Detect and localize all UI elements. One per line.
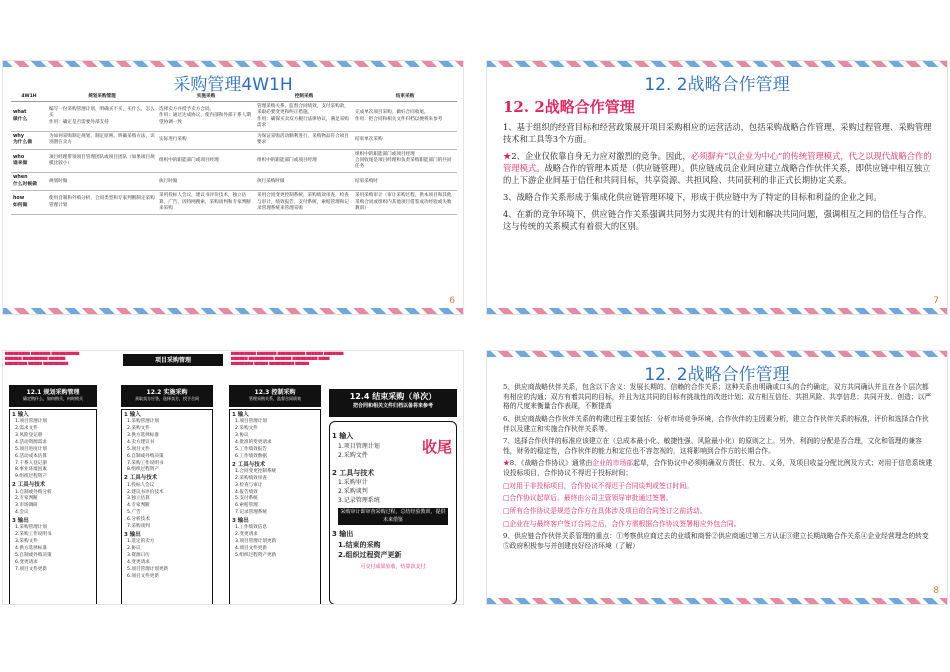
list-item: 4.报告绩效	[235, 489, 258, 495]
list-item: 7.干系人登记册	[15, 460, 47, 466]
section-heading: 3 输出	[332, 530, 354, 538]
table-cell: 使用自制和外购分析，合同类型和专家判断制定采购管理计划	[47, 191, 157, 215]
slide-subtitle: 12. 2战略合作管理	[503, 98, 635, 116]
table-cell: 编写一份采购管理计划，明确买不买，买什么，怎么买 作用：确定是否需要外部支持	[47, 102, 157, 132]
decorative-stripe	[487, 61, 947, 67]
page-number: 7	[933, 296, 939, 306]
table-cell: 采用合同变更控制系统，采购绩效审查，检查与审计，绩效报告，支付系统，索赔管理和记录管理系统来管理采购	[255, 191, 353, 215]
list-item: 3.记录管理系统	[338, 497, 380, 504]
table-cell: 为如何采购制定规划，制定原则。明确采购方法，识别潜在卖方	[47, 131, 157, 149]
list-item: 5.支付系统	[235, 496, 258, 502]
list-item: 5.项目文件	[127, 446, 150, 452]
list-item: 3.独立估算	[127, 496, 150, 502]
list-item: 1.项目管理计划	[338, 442, 380, 450]
text: 2、企业仅依靠自身无力应对激烈的竞争。因此，	[511, 151, 691, 162]
list-item: 8.事业环境因素	[15, 467, 47, 473]
slide-procurement-diagram	[2, 350, 464, 605]
list-item: 3.风险登记册	[15, 433, 43, 439]
text: 。战略合作的管理本质是（供应链管理）。供应链成员企业间应建立战略合作伙伴关系，即供应链中相互独立的上下游企业间基于信任和共同目标，共享资源、共担风险、共同获利的非正式长期协定关系。	[503, 163, 931, 186]
bullet-item: □合作协议起草后，最终由公司主管领导审批通过签署。	[503, 494, 673, 503]
list-item: 7.采购工作说明书	[127, 460, 164, 466]
page-number: 8	[933, 586, 939, 596]
4w1h-table	[11, 93, 457, 215]
list-item: 1.投标人会议	[127, 482, 155, 488]
table-header: 规划采购管理	[47, 93, 157, 102]
row-label: why 为什么做	[11, 131, 47, 149]
list-item: 5.自制或外购决策	[15, 552, 52, 558]
table-row	[11, 149, 457, 173]
paragraph: 7、选择合作伙伴的标准应该建立在（总成本最小化、敏捷性强、风险最小化）的原则之上。另外，利润的分配是否合理，文化和管理的兼容性，财务的稳定性，合作伙伴的能力和定位也不容忽视的，这将影响到合作方的长期合作。	[503, 437, 922, 455]
decorative-stripe	[487, 351, 947, 357]
table-row	[11, 191, 457, 215]
table-header: 控制采购	[255, 93, 353, 102]
list-item: 3.项目管理计划更新	[235, 539, 277, 545]
list-item: 3.资源日历	[127, 552, 150, 558]
table-row	[11, 131, 457, 149]
list-item: 9.组织过程资产	[15, 474, 47, 480]
list-item: 4.变更请求	[127, 559, 150, 565]
section-heading: 1 输入	[124, 412, 141, 418]
slide-strategic-cooperation-1	[486, 60, 948, 315]
table-header: 4W1H	[11, 93, 47, 102]
slide-strategic-cooperation-2	[486, 350, 948, 605]
list-item: 4.项目文件更新	[235, 546, 267, 551]
table-cell: 采用投标人会议，建议书评价技术，独立估算，广告，因特网搜索，采购谈判和专家判断来采购	[157, 191, 255, 215]
paragraph: 3、战略合作关系形成于集成化供应链管理环境下，形成于供应链中为了特定的目标和利益的企业之间。	[503, 192, 882, 203]
table-cell: 组织中的职能部门或项目经理	[157, 149, 255, 173]
section-heading: 3 输出	[124, 531, 141, 538]
page-number: 6	[449, 296, 455, 306]
list-item: 3.供方选择标准	[127, 433, 159, 439]
process-box	[329, 421, 457, 605]
list-item: 4.活动资源需求	[15, 439, 47, 445]
list-item: 3.市场调研	[15, 503, 38, 509]
list-item: 5.广告	[127, 510, 141, 516]
table-header: 实施采购	[157, 93, 255, 102]
list-item: 4.批准的变更请求	[235, 439, 272, 445]
list-item: 2.采购文件	[127, 426, 150, 432]
table-cell: 组织中的职能部门或项目经理	[255, 149, 353, 173]
list-item: 2.采购谈判	[338, 488, 368, 495]
table-cell: 为保证采购活动顺利进行，采购物品符合项目要求	[255, 131, 353, 149]
list-item: 6.索赔管理	[235, 503, 258, 509]
table-cell: 结束采购时	[353, 173, 457, 191]
list-item: 7.记录管理系统	[235, 510, 267, 516]
list-item: 2.采购绩效审查	[235, 475, 267, 481]
list-item: 8.组织过程资产	[127, 467, 159, 473]
table-cell: 管理采购关系，监督合同绩效，支付采购款，采取必要变更和纠正措施。 作用：确保买卖双方履行法律协议，满足采购需求	[255, 102, 353, 132]
list-item: 2.协议	[127, 546, 141, 551]
column-header: 12.2 实施采购 获取卖方应答，选择卖方，授予合同	[121, 385, 213, 407]
table-cell: 规划时做	[47, 173, 157, 191]
slide-title: 12. 2战略合作管理	[644, 365, 790, 385]
list-item: 1.工作绩效信息	[235, 525, 267, 531]
paragraph: 1、基于组织的经营目标和经营政策展开项目采购相应的运营活动，包括采购战略合作管理、采购过程管理、采购管理技术和工具等3个方面。	[503, 122, 932, 145]
row-label: when 什么时候做	[11, 173, 47, 191]
section-heading: 3 输出	[232, 518, 249, 525]
list-item: 2.采购文件	[338, 451, 368, 459]
paragraph	[503, 150, 935, 186]
annotation-notes: ▆▆▆▆▆▆▆▆▆ ▆▆▆▆▆▆▆ ▆▆▆▆▆▆▆▆▆▆ ▆▆▆▆▆▆ ▆▆▆▆▆▆▆ ▆▆▆▆▆▆ ▆▆▆▆▆▆▆▆▆ ▆▆▆▆▆▆ ▆▆▆▆▆▆▆▆▆ ▆▆▆▆ ▆▆▆▆▆▆▆▆ ▆▆▆▆▆ ▆▆▆▆▆▆▆▆▆ ▆▆▆▆▆	[231, 351, 344, 365]
decorative-stripe	[487, 598, 947, 604]
annotation-notes: ▆▆▆▆▆▆▆▆▆ ▆▆▆▆▆▆▆ ▆▆▆▆▆▆▆▆▆▆ ▆▆▆▆▆▆ ▆▆▆▆▆▆▆▆▆ ▆▆▆▆▆▆ ▆▆▆▆▆▆▆▆ ▆▆▆▆▆ ▆▆▆▆▆▆▆▆▆	[5, 351, 80, 365]
list-item: 2.采购文件	[235, 426, 258, 432]
list-item: 7.采购谈判	[127, 523, 150, 529]
section-heading: 1 输入	[332, 432, 354, 440]
paragraph: 5、供应商战略伙伴关系，包含以下含义：发展长期的、信赖的合作关系；这种关系由明确或口头的合约确定，双方共同确认并且在各个层次都有相应的沟通；双方有着共同的目标，并且为这共同的目标有挑战性的改进计划；双方相互信任、共担风险、共享信息；共同开发、创造；以严格的尺度来衡量合作表现，不断提高	[503, 383, 932, 411]
list-item: 4.专家判断	[127, 503, 150, 509]
section-heading: 2 工具与技术	[232, 461, 266, 468]
table-cell: 执行采购时做	[255, 173, 353, 191]
table-cell: 采用采购审计（审计采购过程，供本项目和其他采购合同或组织内其他项目借鉴成功经验或失败教训）	[353, 191, 457, 215]
section-heading: 1 输入	[232, 412, 249, 418]
list-item: 4.会议	[15, 510, 29, 516]
process-box	[229, 409, 321, 605]
row-label: what 做什么	[11, 102, 47, 132]
slide-title: 12. 2战略合作管理	[644, 75, 790, 95]
list-item: 1.采购审计	[338, 479, 368, 486]
section-heading: 1 输入	[12, 412, 29, 418]
list-item: 2.建议书评价技术	[127, 489, 164, 495]
list-item: 6.项目文件更新	[127, 573, 159, 579]
process-box	[9, 409, 97, 605]
list-item: 3.协议	[235, 433, 249, 439]
list-item: 6.工作绩效数据	[235, 453, 267, 459]
diagram-top-title: 项目采购管理	[123, 354, 223, 366]
highlight-text: 企业的市场部	[592, 459, 634, 468]
list-item: 1.项目管理计划	[15, 419, 47, 425]
row-label: how 如何做	[11, 191, 47, 215]
section-heading: 2 工具与技术	[12, 482, 46, 489]
paragraph: 9、供应链合作伙伴关系管理的重点：①考察供应商过去的业绩和商誉②供应商通过第三方认证③建立长期战略合作关系④企业经营理念的转变⑤政府积极参与并创建良好经济环境（了解）	[503, 532, 929, 550]
paragraph: 6、供应商战略合作伙伴关系的构建过程主要包括：分析市场竞争环境，合作伙伴的主因素分析，建立合作伙伴关系的标准，评价和选择合作伙伴以及建立和实施合作伙伴关系等。	[503, 414, 929, 433]
slide-body	[503, 383, 935, 555]
list-item: 6.分析技术	[127, 517, 150, 523]
list-item: 6.变更请求	[15, 559, 38, 565]
list-item: 6.自制或外购决策	[127, 453, 164, 459]
list-item: 3.检查与审计	[235, 482, 263, 488]
note: 可交付成果验收，结算款支付	[360, 563, 426, 570]
table-row	[11, 102, 457, 132]
list-item: 2.采购工作说明书	[15, 532, 52, 538]
list-item: 4.供方选择标准	[15, 546, 47, 551]
section-heading: 2 工具与技术	[332, 468, 375, 477]
list-item: 1.项目管理计划	[235, 419, 267, 425]
decorative-stripe	[487, 308, 947, 314]
phase-label: 收尾	[422, 438, 453, 456]
table-cell: 选择卖方并授予卖方合同。 作用：通过达成协议，使内部和外部干系人期望协调一致	[157, 102, 255, 132]
list-item: 1.自制或外购分析	[15, 489, 52, 495]
list-item: 2.组织过程资产更新	[338, 551, 402, 559]
list-item: 5.工作绩效报告	[235, 446, 267, 452]
note: 采购审计即审查采购过程，总结经验教训，提供未来借鉴	[338, 508, 448, 525]
list-item: 6.活动成本估算	[15, 453, 47, 459]
table-cell: 完成单次项目采购，做好合同收尾。 作用：把合同和相关文件归档以便将来参考	[353, 102, 457, 132]
list-item: 1.结束的采购	[338, 540, 381, 549]
table-row	[11, 173, 457, 191]
slide-title: 采购管理4W1H	[173, 75, 293, 95]
column-header: 12.1 规划采购管理 确定购什么，如何购买，何时购买	[9, 385, 97, 407]
list-item: 2.专家判断	[15, 496, 38, 502]
list-item: 2.变更请求	[235, 532, 258, 538]
paragraph: 4、在新的竞争环境下，供应链合作关系强调共同努力实现共有的计划和解决共同问题，强调相互之间的信任与合作。这与传统的关系模式有着很大的区别。	[503, 209, 932, 232]
table-cell: 结束单次采购	[353, 131, 457, 149]
text: 起草，合作协议中必须明确双方责任、权力、义务，及项目收益分配比例及方式；对用于信息系统建设投标项目，合作协议不得迟于投标时间；	[503, 459, 933, 478]
table-cell: 组织中的职能部门或项目经理 合同收尾是项目经理和负责采购职能部门的共同任务	[353, 149, 457, 173]
column-header: 12.3 控制采购 管理采购关系，监督合同绩效	[229, 385, 321, 407]
slide-body	[503, 121, 935, 237]
star-mark: ★	[503, 151, 512, 162]
bullet-item: □对用于非投标项目，合作协议不得迟于合同谈判或签订时间。	[503, 481, 693, 490]
paragraph	[503, 459, 935, 478]
list-item: 1.采购管理计划	[15, 525, 47, 531]
decorative-stripe	[3, 308, 463, 314]
list-item: 4.卖方建议书	[127, 439, 155, 445]
list-item: 5.项目管理计划更新	[127, 566, 169, 572]
table-cell: 项目经理带领项目管理团队或项目团队（如果项目规模比较小）	[47, 149, 157, 173]
table-cell: 执行时做	[157, 173, 255, 191]
star-mark: ★	[503, 459, 510, 468]
list-item: 1.合同变更控制系统	[235, 468, 277, 474]
list-item: 2.需求文件	[15, 426, 38, 432]
list-item: 3.采购文件	[15, 539, 38, 545]
list-item: 7.项目文件更新	[15, 566, 47, 572]
highlight-text: 必须摒弃“以企业为中心”的传统管理模式，代之以现代战略合作的管理模式	[503, 151, 932, 174]
column-header: 12.4 结束采购（单次） 把合同和相关文件归档以备将来参考	[329, 389, 457, 417]
bullet-item: □所有合作协议是规范合作方在具体涉及项目的合同签订之前活动。	[503, 507, 707, 516]
list-item: 5.项目进度计划	[15, 446, 47, 452]
list-item: 1.选定的卖方	[127, 539, 155, 545]
section-heading: 3 输出	[12, 518, 29, 525]
slide-4w1h	[2, 60, 464, 315]
list-item: 5.组织过程资产更新	[235, 552, 277, 558]
decorative-stripe	[3, 61, 463, 67]
process-box	[121, 409, 213, 605]
list-item: 1.采购管理计划	[127, 419, 159, 425]
table-header: 结束采购	[353, 93, 457, 102]
table-cell: 实际进行采购	[157, 131, 255, 149]
text: 8、《战略合作协议》通常由	[509, 459, 593, 468]
row-label: who 谁来做	[11, 149, 47, 173]
bullet-item: □企业在与最终客户签订合同之后，合作方需根据合作协议签署相应外包合同。	[503, 519, 741, 528]
section-heading: 2 工具与技术	[124, 475, 158, 482]
